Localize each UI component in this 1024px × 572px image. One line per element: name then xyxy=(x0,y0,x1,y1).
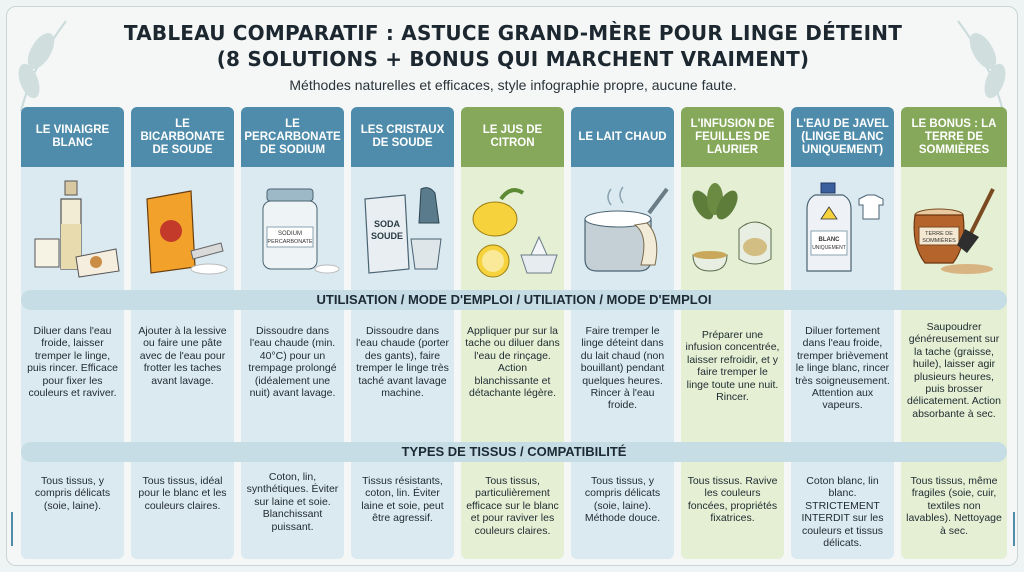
column-javel xyxy=(791,107,894,559)
bottle-label-line-2: UNIQUEMENT xyxy=(812,245,846,251)
column-cristaux xyxy=(351,107,454,559)
column-header: L'EAU DE JAVEL (LINGE BLANC UNIQUEMENT) xyxy=(791,107,894,167)
column-header: L'INFUSION DE FEUILLES DE LAURIER xyxy=(681,107,784,167)
column-vinaigre xyxy=(21,107,124,559)
fabrics-text: Tous tissus, particulièrement efficace sur le blanc et pour raviver les couleurs claires. xyxy=(466,475,559,537)
bottle-label-line-1: BLANC xyxy=(818,237,840,243)
fabrics-text: Tissus résistants, coton, lin. Éviter laine et soie, peut être agressif. xyxy=(361,475,444,525)
usage-text: Faire tremper le linge déteint dans du lait chaud (non bouillant) pendant quelques heures. Rincer à l'eau froide. xyxy=(580,325,665,412)
usage-text: Saupoudrer généreusement sur la tache (graisse, huile), laisser agir plusieurs heures, puis brosser délicatement. Action absorbante à sec. xyxy=(907,321,1001,420)
column-header: LE BICARBONATE DE SOUDE xyxy=(131,107,234,167)
usage-text: Diluer fortement dans l'eau froide, tremper brièvement le linge blanc, rincer très soigneusement. Attention aux vapeurs. xyxy=(795,325,890,412)
bleach-bottle-icon xyxy=(791,169,894,289)
bag-label-line-1: SODA xyxy=(373,219,401,229)
usage-text: Dissoudre dans l'eau chaude (porter des gants), faire tremper le linge très taché avant lavage machine. xyxy=(355,325,450,400)
lemon-icon xyxy=(461,169,564,289)
column-header: LE VINAIGRE BLANC xyxy=(21,107,124,167)
fabrics-text: Tous tissus, même fragiles (soie, cuir, textiles non lavables). Nettoyage à sec. xyxy=(906,475,1002,537)
infographic-frame xyxy=(6,6,1018,566)
usage-text: Appliquer pur sur la tache ou diluer dans l'eau de rinçage. Action blanchissante et détachante légère. xyxy=(465,325,560,400)
section-header-usage: UTILISATION / MODE D'EMPLOI / UTILIATION / MODE D'EMPLOI xyxy=(21,290,1007,310)
pot-label-line-1: TERRE DE xyxy=(925,231,953,237)
baking-soda-box-icon xyxy=(131,169,234,289)
column-lait xyxy=(571,107,674,559)
column-header: LE PERCARBONATE DE SODIUM xyxy=(241,107,344,167)
column-bonus-terre xyxy=(901,107,1007,559)
fabrics-text: Coton blanc, lin blanc. STRICTEMENT INTERDIT sur les couleurs et tissus délicats. xyxy=(801,475,884,550)
column-laurier xyxy=(681,107,784,559)
column-bicarbonate xyxy=(131,107,234,559)
clay-pot-icon xyxy=(901,169,1004,289)
fabrics-text: Tous tissus, idéal pour le blanc et les couleurs claires. xyxy=(138,475,227,512)
page-title-line-1: TABLEAU COMPARATIF : ASTUCE GRAND-MÈRE POUR LINGE DÉTEINT xyxy=(123,21,903,45)
usage-text: Préparer une infusion concentrée, laisser refroidir, et y faire tremper le linge toute une nuit. Rincer. xyxy=(685,329,780,404)
column-header: LES CRISTAUX DE SOUDE xyxy=(351,107,454,167)
percarbonate-jar-icon xyxy=(241,169,344,289)
page-title-line-2: (8 SOLUTIONS + BONUS QUI MARCHENT VRAIMENT) xyxy=(216,47,810,71)
usage-text: Diluer dans l'eau froide, laisser tremper le linge, puis rincer. Efficace pour fixer les couleurs et raviver. xyxy=(27,325,118,400)
column-header: LE BONUS : LA TERRE DE SOMMIÈRES xyxy=(901,107,1007,167)
usage-text: Dissoudre dans l'eau chaude (min. 40°C) pour un trempage prolongé (idéalement une nuit) avant lavage. xyxy=(248,325,337,400)
section-header-fabrics: TYPES DE TISSUS / COMPATIBILITÉ xyxy=(21,442,1007,462)
columns-container xyxy=(21,107,1007,559)
column-percarbonate xyxy=(241,107,344,559)
page-subtitle: Méthodes naturelles et efficaces, style infographie propre, aucune faute. xyxy=(289,77,737,93)
bag-label-line-2: SOUDE xyxy=(370,231,404,241)
soda-bag-icon xyxy=(351,169,454,289)
fabrics-text: Tous tissus. Ravive les couleurs foncées, propriétés fixatrices. xyxy=(687,475,778,525)
corner-decoration xyxy=(1001,512,1015,546)
jar-label-line-1: SODIUM xyxy=(278,231,302,237)
column-header: LE JUS DE CITRON xyxy=(461,107,564,167)
vinegar-bottle-icon xyxy=(21,169,124,289)
fabrics-text: Tous tissus, y compris délicats (soie, laine). xyxy=(34,475,111,512)
column-citron xyxy=(461,107,564,559)
fabrics-text: Coton, lin, synthétiques. Éviter sur laine et soie. Blanchissant puissant. xyxy=(246,471,339,533)
usage-text: Ajouter à la lessive ou faire une pâte avec de l'eau pour frotter les taches avant lavage. xyxy=(138,325,227,387)
pot-label-line-2: SOMMIÈRES xyxy=(922,238,956,244)
column-header: LE LAIT CHAUD xyxy=(571,107,674,167)
fabrics-text: Tous tissus, y compris délicats (soie, laine). Méthode douce. xyxy=(584,475,661,525)
teapot-icon xyxy=(681,169,784,289)
corner-decoration xyxy=(11,512,25,546)
milk-pot-icon xyxy=(571,169,674,289)
jar-label-line-2: PERCARBONATE xyxy=(267,239,313,245)
